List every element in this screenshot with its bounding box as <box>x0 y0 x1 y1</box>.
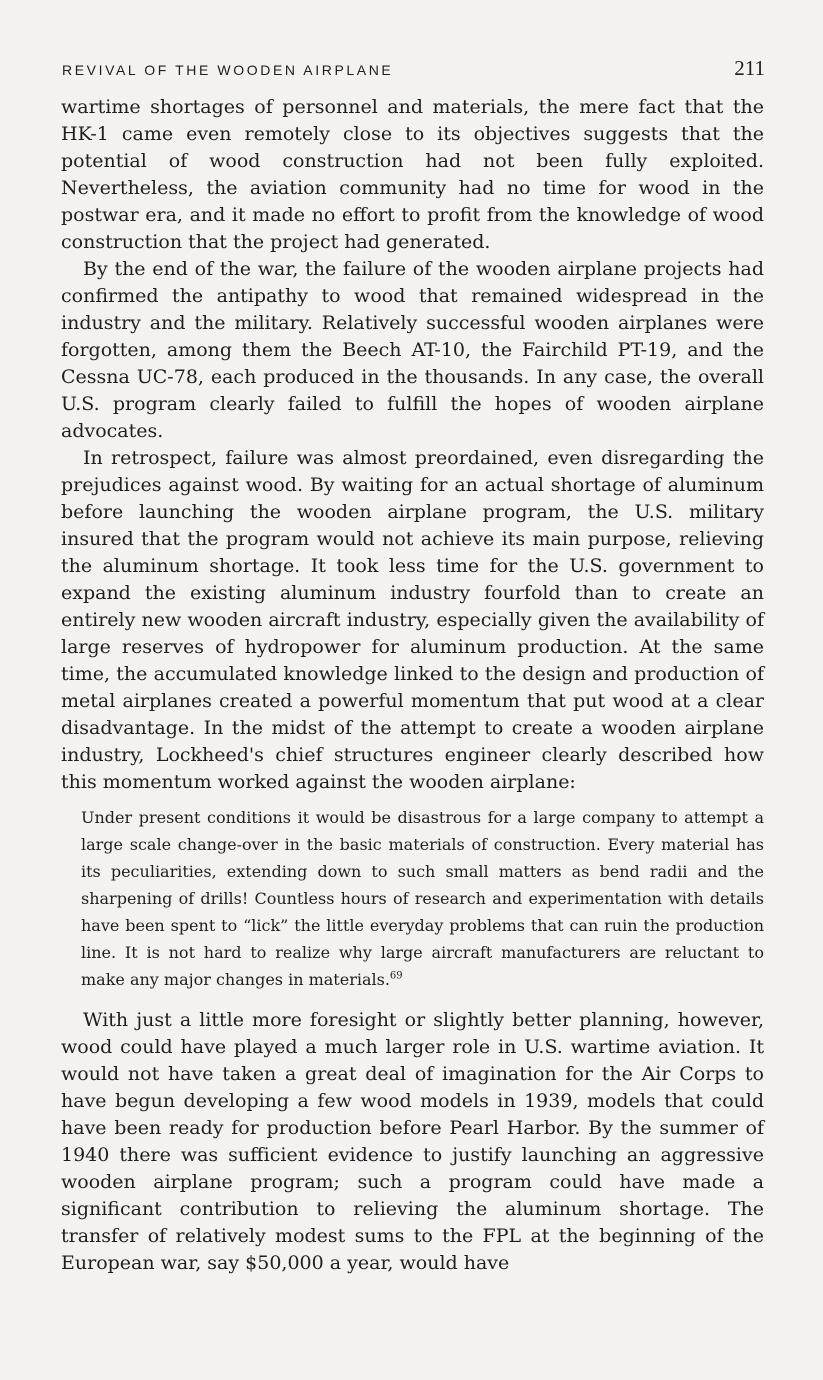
page-number: 211 <box>734 56 765 80</box>
quotation-text: Under present conditions it would be disastrous for a large company to attempt a large scale change-over in the basic materials of construction. Every material has its peculiarities, extending down to such small matters as bend radii and the sharpening of drills! Countless hours of research and experimentation with details have been spent to “lick” the little everyday problems that can ruin the production line. It is not hard to realize why large aircraft manufacturers are reluctant to make any major changes in materials. <box>81 808 764 989</box>
paragraph-failure-of-projects: By the end of the war, the failure of the wooden airplane projects had confirmed the antipathy to wood that remained widespread in the industry and the military. Relatively successful wooden airplanes were forgotten, among them the Beech AT-10, the Fairchild PT-19, and the Cessna UC-78, each produced in the thousands. In any case, the overall U.S. program clearly failed to fulfill the hopes of wooden airplane advocates. <box>61 258 764 442</box>
body-text <box>61 94 764 1277</box>
running-head <box>62 56 765 86</box>
block-quotation <box>81 804 764 993</box>
paragraph-continuation: wartime shortages of personnel and materials, the mere fact that the HK-1 came even remotely close to its objectives suggests that the potential of wood construction had not been fully exploited. Nevertheless, the aviation community had no time for wood in the postwar era, and it made no effort to profit from the knowledge of wood construction that the project had generated. <box>61 96 764 253</box>
paragraph-foresight: With just a little more foresight or slightly better planning, however, wood could have played a much larger role in U.S. wartime aviation. It would not have taken a great deal of imagination for the Air Corps to have begun developing a few wood models in 1939, models that could have been ready for production before Pearl Harbor. By the summer of 1940 there was sufficient evidence to justify launching an aggressive wooden airplane program; such a program could have made a significant contribution to relieving the aluminum shortage. The transfer of relatively modest sums to the FPL at the beginning of the European war, say $50,000 a year, would have <box>61 1009 764 1274</box>
running-title: REVIVAL OF THE WOODEN AIRPLANE <box>62 62 394 78</box>
paragraph-retrospect: In retrospect, failure was almost preordained, even disregarding the prejudices against wood. By waiting for an actual shortage of aluminum before launching the wooden airplane program, the U.S. military insured that the program would not achieve its main purpose, relieving the aluminum shortage. It took less time for the U.S. government to expand the existing aluminum industry fourfold than to create an entirely new wooden aircraft industry, especially given the availability of large reserves of hydropower for aluminum production. At the same time, the accumulated knowledge linked to the design and production of metal airplanes created a powerful momentum that put wood at a clear disadvantage. In the midst of the attempt to create a wooden airplane industry, Lockheed's chief structures engineer clearly described how this momentum worked against the wooden airplane: <box>61 447 764 793</box>
footnote-reference: 69 <box>389 970 403 982</box>
